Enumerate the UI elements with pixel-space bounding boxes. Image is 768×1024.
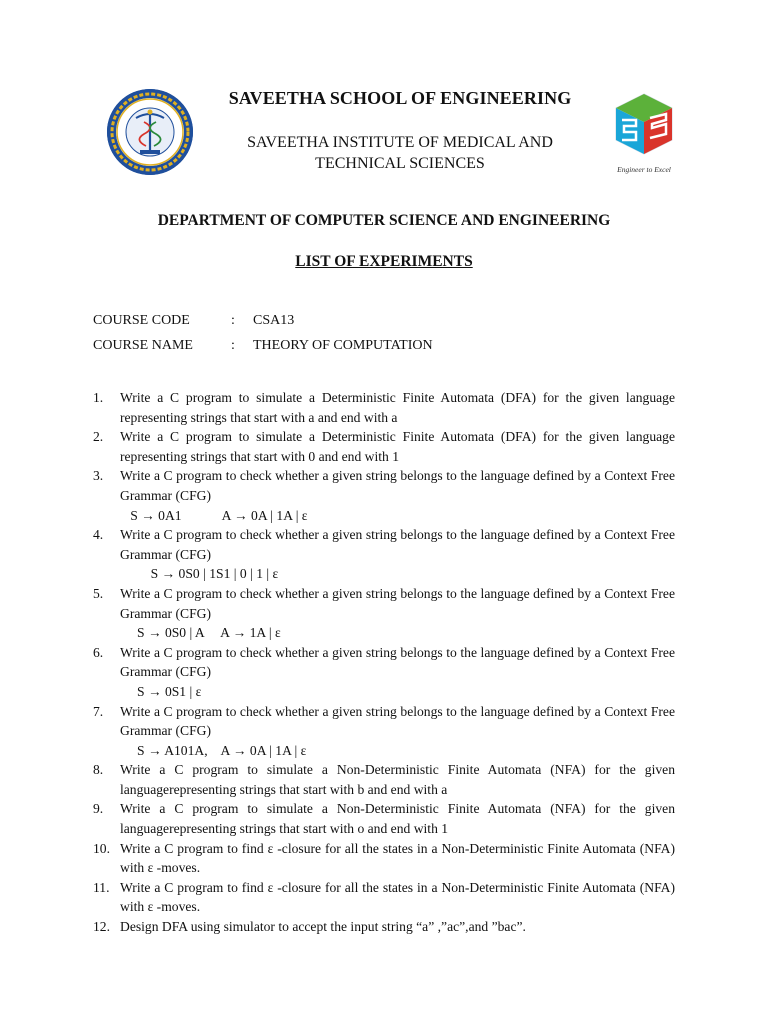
grammar-line: S → 0S1 | ε xyxy=(120,683,202,699)
list-item: 1. Write a C program to simulate a Deterministic Finite Automata (DFA) for the given language representing strings that start with a and end with a xyxy=(93,390,675,425)
list-item: 2. Write a C program to simulate a Deterministic Finite Automata (DFA) for the given language representing strings that start with 0 and end with 1 xyxy=(93,429,675,464)
department-heading: DEPARTMENT OF COMPUTER SCIENCE AND ENGINEERING xyxy=(157,212,611,229)
list-item: 3. Write a C program to check whether a given string belongs to the language defined by a Context Free Grammar (CFG) xyxy=(93,468,675,503)
institute-line-2: TECHNICAL SCIENCES xyxy=(315,155,485,172)
list-item: 9. Write a C program to simulate a Non-Deterministic Finite Automata (NFA) for the given languagerepresenting strings that start with o and end with 1 xyxy=(93,801,675,837)
institute-line-1: SAVEETHA INSTITUTE OF MEDICAL AND xyxy=(247,134,553,151)
course-name-value: THEORY OF COMPUTATION xyxy=(253,338,433,353)
experiment-list xyxy=(93,388,675,937)
list-item: 6. Write a C program to check whether a given string belongs to the language defined by a Context Free Grammar (CFG) xyxy=(93,644,675,680)
sse-logo xyxy=(610,92,678,176)
course-code-value: CSA13 xyxy=(253,313,295,328)
separator: : xyxy=(231,338,235,353)
grammar-line: S → A101A, A → 0A | 1A | ε xyxy=(120,742,307,758)
grammar-line: S → 0S0 | 1S1 | 0 | 1 | ε xyxy=(120,566,279,582)
list-item: 7. Write a C program to check whether a given string belongs to the language defined by a Context Free Grammar (CFG) xyxy=(93,703,675,739)
course-code-label: COURSE CODE xyxy=(93,313,190,328)
list-item: 5. Write a C program to check whether a given string belongs to the language defined by a Context Free Grammar (CFG) xyxy=(93,585,675,621)
list-item: 10. Write a C program to find ε -closure for all the states in a Non-Deterministic Finite Automata (NFA) with ε -moves. xyxy=(93,840,675,876)
course-name-label: COURSE NAME xyxy=(93,338,193,353)
list-item: 12. Design DFA using simulator to accept the input string “a” ,”ac”,and ”bac”. xyxy=(93,919,526,935)
list-item: 4. Write a C program to check whether a given string belongs to the language defined by a Context Free Grammar (CFG) xyxy=(93,527,675,562)
school-title: SAVEETHA SCHOOL OF ENGINEERING xyxy=(228,88,572,108)
list-item: 8. Write a C program to simulate a Non-Deterministic Finite Automata (NFA) for the given languagerepresenting strings that start with b and end with a xyxy=(93,762,675,797)
list-title: LIST OF EXPERIMENTS xyxy=(295,253,473,270)
grammar-line: S → 0A1 A → 0A | 1A | ε xyxy=(120,507,308,523)
institute-name xyxy=(200,132,600,174)
grammar-line: S → 0S0 | A A → 1A | ε xyxy=(120,625,281,641)
logo-tagline: Engineer to Excel xyxy=(617,165,671,174)
list-item: 11. Write a C program to find ε -closure for all the states in a Non-Deterministic Finite Automata (NFA) with ε -moves. xyxy=(93,879,675,915)
separator: : xyxy=(231,313,235,328)
